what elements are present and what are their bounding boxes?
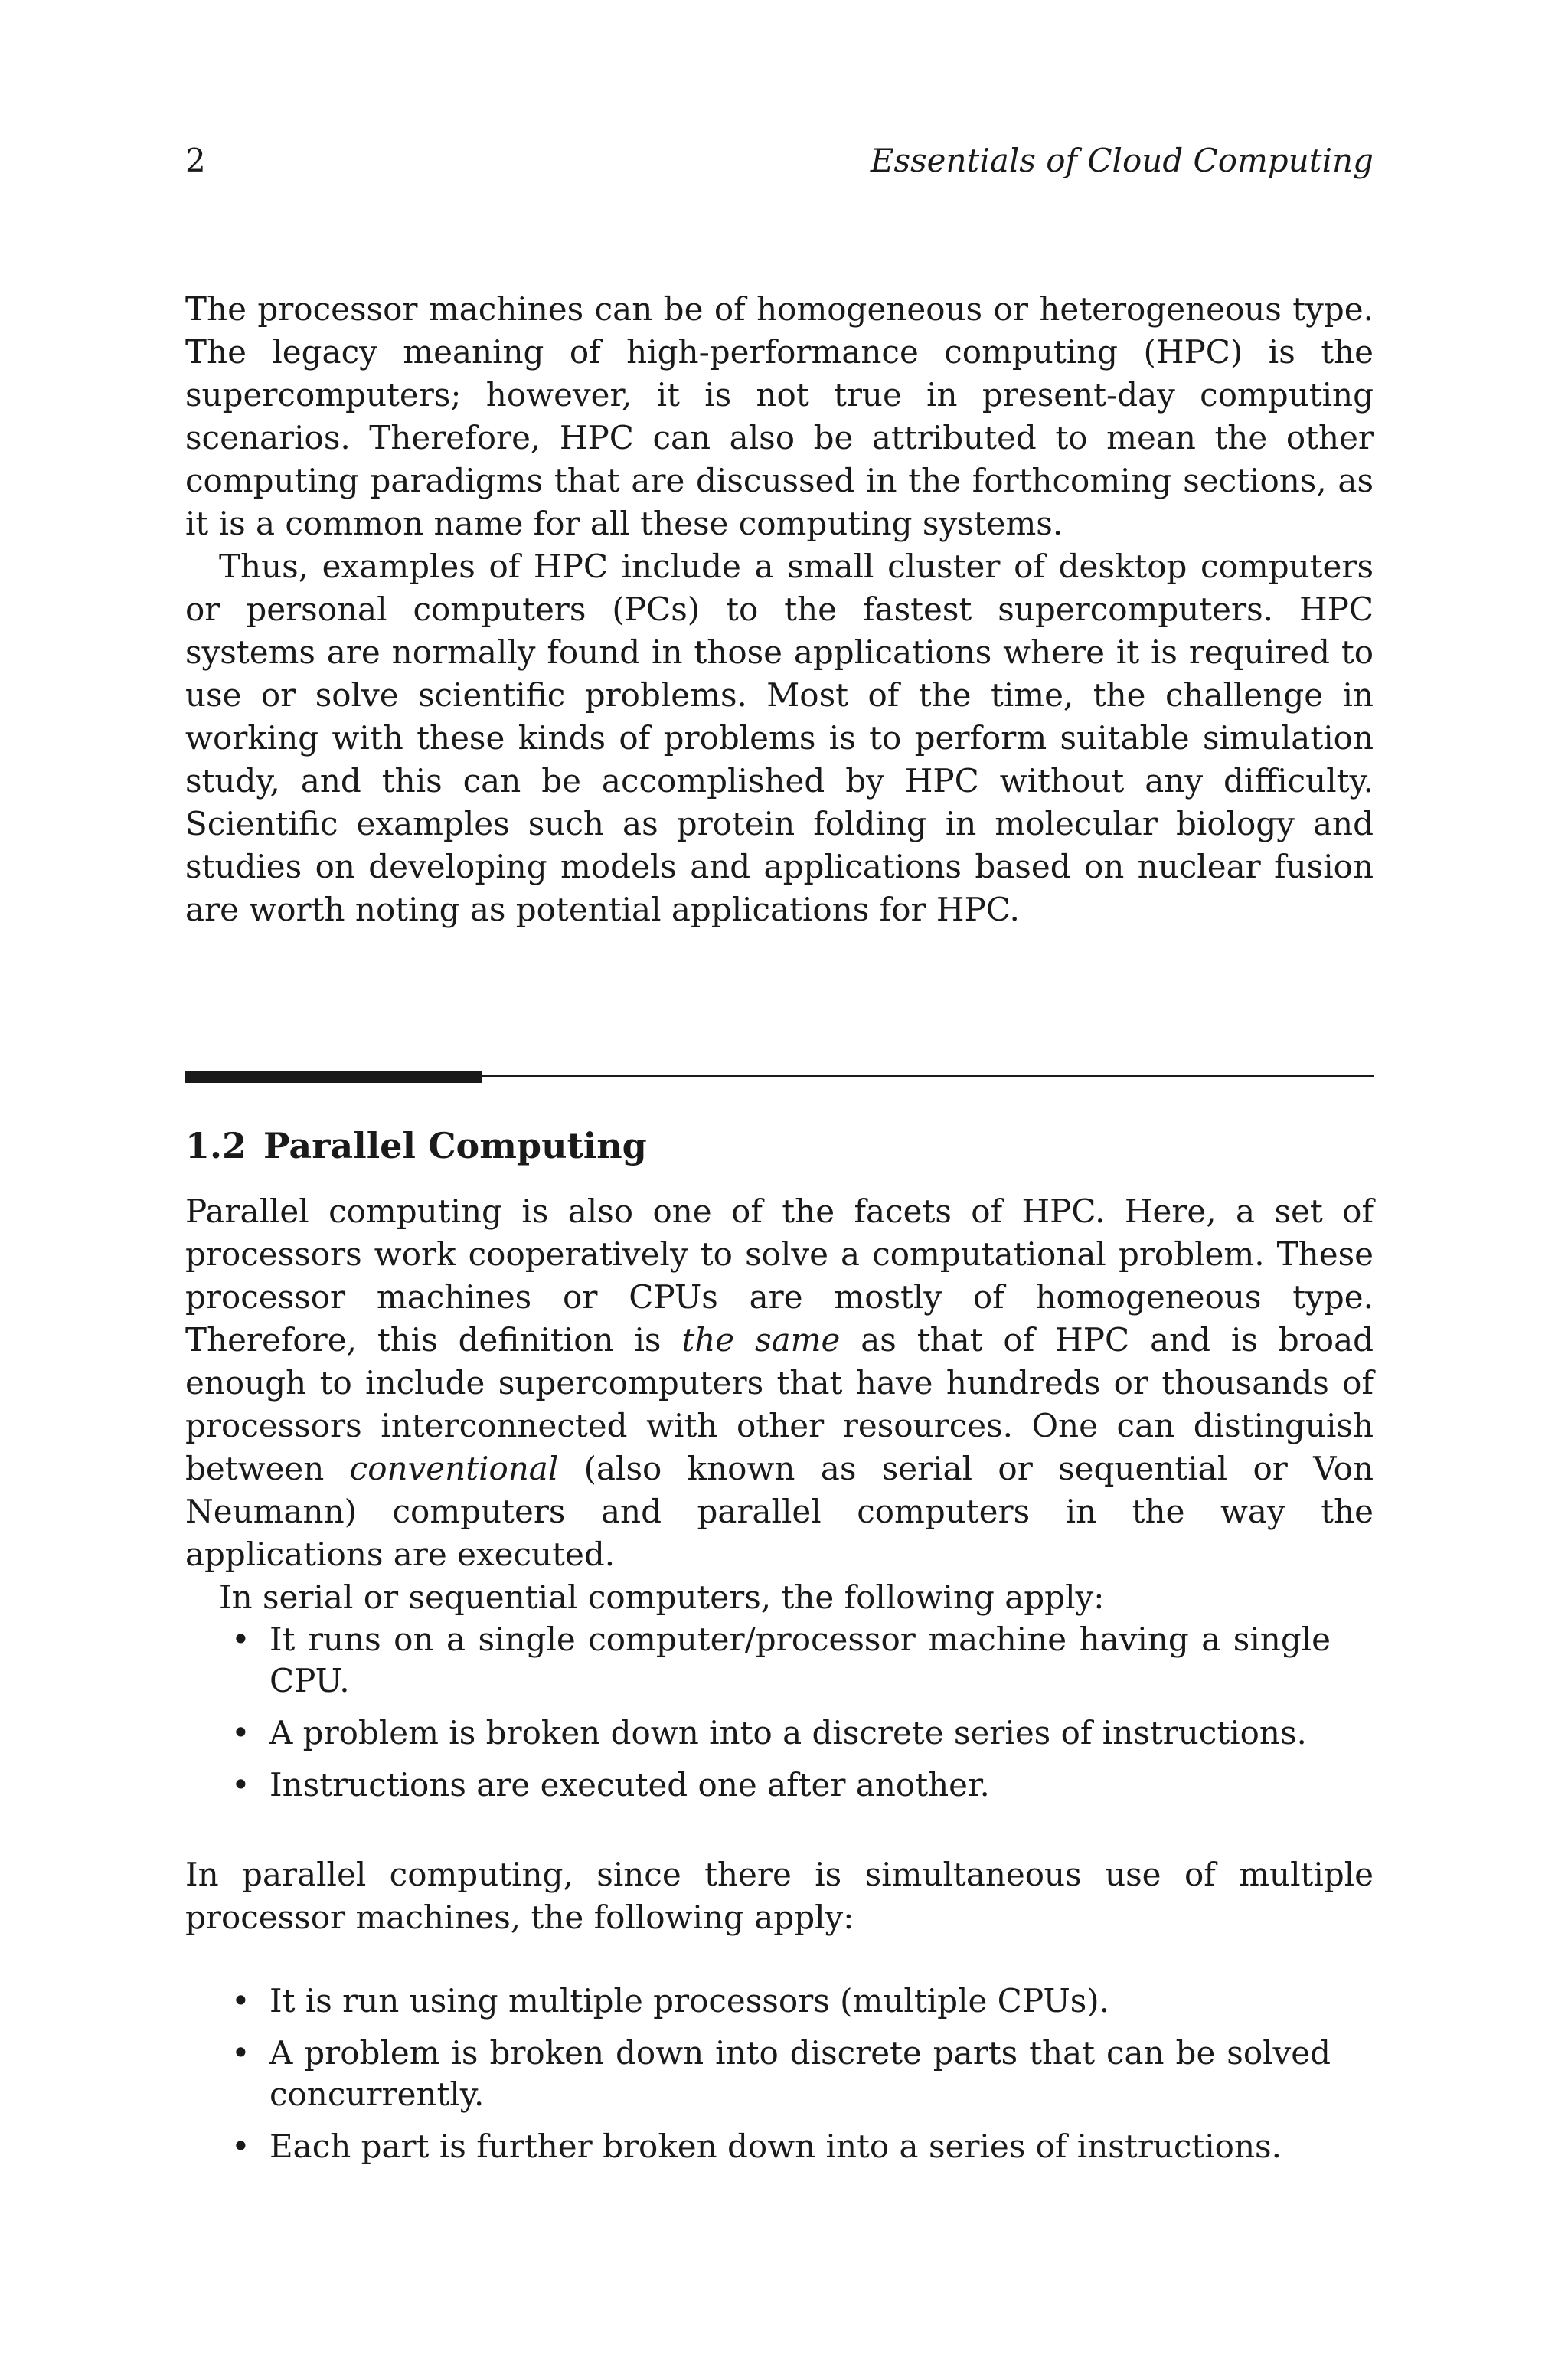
section-number: 1.2	[185, 1125, 247, 1166]
bullet-icon: •	[231, 1766, 250, 1804]
list-item-text: A problem is broken down into discrete parts that can be solved concurrently.	[270, 2034, 1331, 2113]
list-item-text: A problem is broken down into a discrete series of instructions.	[270, 1714, 1307, 1751]
running-head	[185, 138, 1374, 184]
bullet-icon: •	[231, 2034, 250, 2072]
list-item	[185, 1712, 1374, 1754]
section-paragraph-1-part-c: (also known as serial or sequential or Von Neumann) computers and parallel computers in the way the applications are executed.	[185, 1450, 1374, 1573]
serial-bullet-list	[185, 1619, 1374, 1817]
list-item-text: It runs on a single computer/processor machine having a single CPU.	[270, 1621, 1331, 1699]
section-paragraph-1-part-a: Parallel computing is also one of the facets of HPC. Here, a set of processors work cooperatively to solve a computational problem. These processor machines or CPUs are mostly of homogeneous type. Therefore, this definition is	[185, 1192, 1374, 1359]
emphasis-the-same: the same	[681, 1321, 841, 1359]
section-paragraph-1-part-b: as that of HPC and is broad enough to include supercomputers that have hundreds or thousands of processors interconnected with other resources. One can distinguish between	[185, 1321, 1374, 1487]
section-heading	[185, 1123, 1374, 1169]
book-title: Essentials of Cloud Computing	[870, 142, 1374, 179]
bullet-icon: •	[231, 2128, 250, 2165]
list-item	[185, 1765, 1374, 1806]
section-rule	[185, 1071, 1374, 1086]
bullet-icon: •	[231, 1621, 250, 1658]
section-title: Parallel Computing	[263, 1125, 647, 1166]
list-item	[185, 1619, 1374, 1702]
list-item-text: It is run using multiple processors (multiple CPUs).	[270, 1982, 1110, 2020]
emphasis-conventional: conventional	[349, 1450, 559, 1487]
bullet-icon: •	[231, 1982, 250, 2020]
parallel-bullet-list	[185, 1980, 1374, 2178]
intro-paragraph-2: Thus, examples of HPC include a small cluster of desktop computers or personal computers (PCs) to the fastest supercomputers. HPC systems are normally found in those applications where it is required to use or solve scientific problems. Most of the time, the challenge in working with these kinds of problems is to perform suitable simulation study, and this can be accomplished by HPC without any difficulty. Scientific examples such as protein folding in molecular biology and studies on developing models and applications based on nuclear fusion are worth noting as potential applications for HPC.	[185, 548, 1374, 928]
section-rule-thick	[185, 1071, 482, 1083]
section-body	[185, 1190, 1374, 1619]
book-page	[185, 0, 1374, 2368]
list-item	[185, 2126, 1374, 2167]
section-paragraph-1	[185, 1190, 1374, 1576]
bullet-icon: •	[231, 1714, 250, 1751]
list-item-text: Each part is further broken down into a series of instructions.	[270, 2128, 1282, 2165]
section-paragraph-3: In parallel computing, since there is simultaneous use of multiple processor machines, the following apply:	[185, 1856, 1374, 1936]
page-number: 2	[185, 142, 206, 179]
intro-block	[185, 288, 1374, 931]
section-paragraph-2: In serial or sequential computers, the following apply:	[219, 1578, 1105, 1616]
list-item-text: Instructions are executed one after another.	[270, 1766, 990, 1804]
list-item	[185, 1980, 1374, 2022]
intro-paragraph-1: The processor machines can be of homogeneous or heterogeneous type. The legacy meaning of high-performance computing (HPC) is the supercomputers; however, it is not true in present-day computing scenarios. Therefore, HPC can also be attributed to mean the other computing paradigms that are discussed in the forthcoming sections, as it is a common name for all these computing systems.	[185, 290, 1374, 542]
list-item	[185, 2033, 1374, 2115]
